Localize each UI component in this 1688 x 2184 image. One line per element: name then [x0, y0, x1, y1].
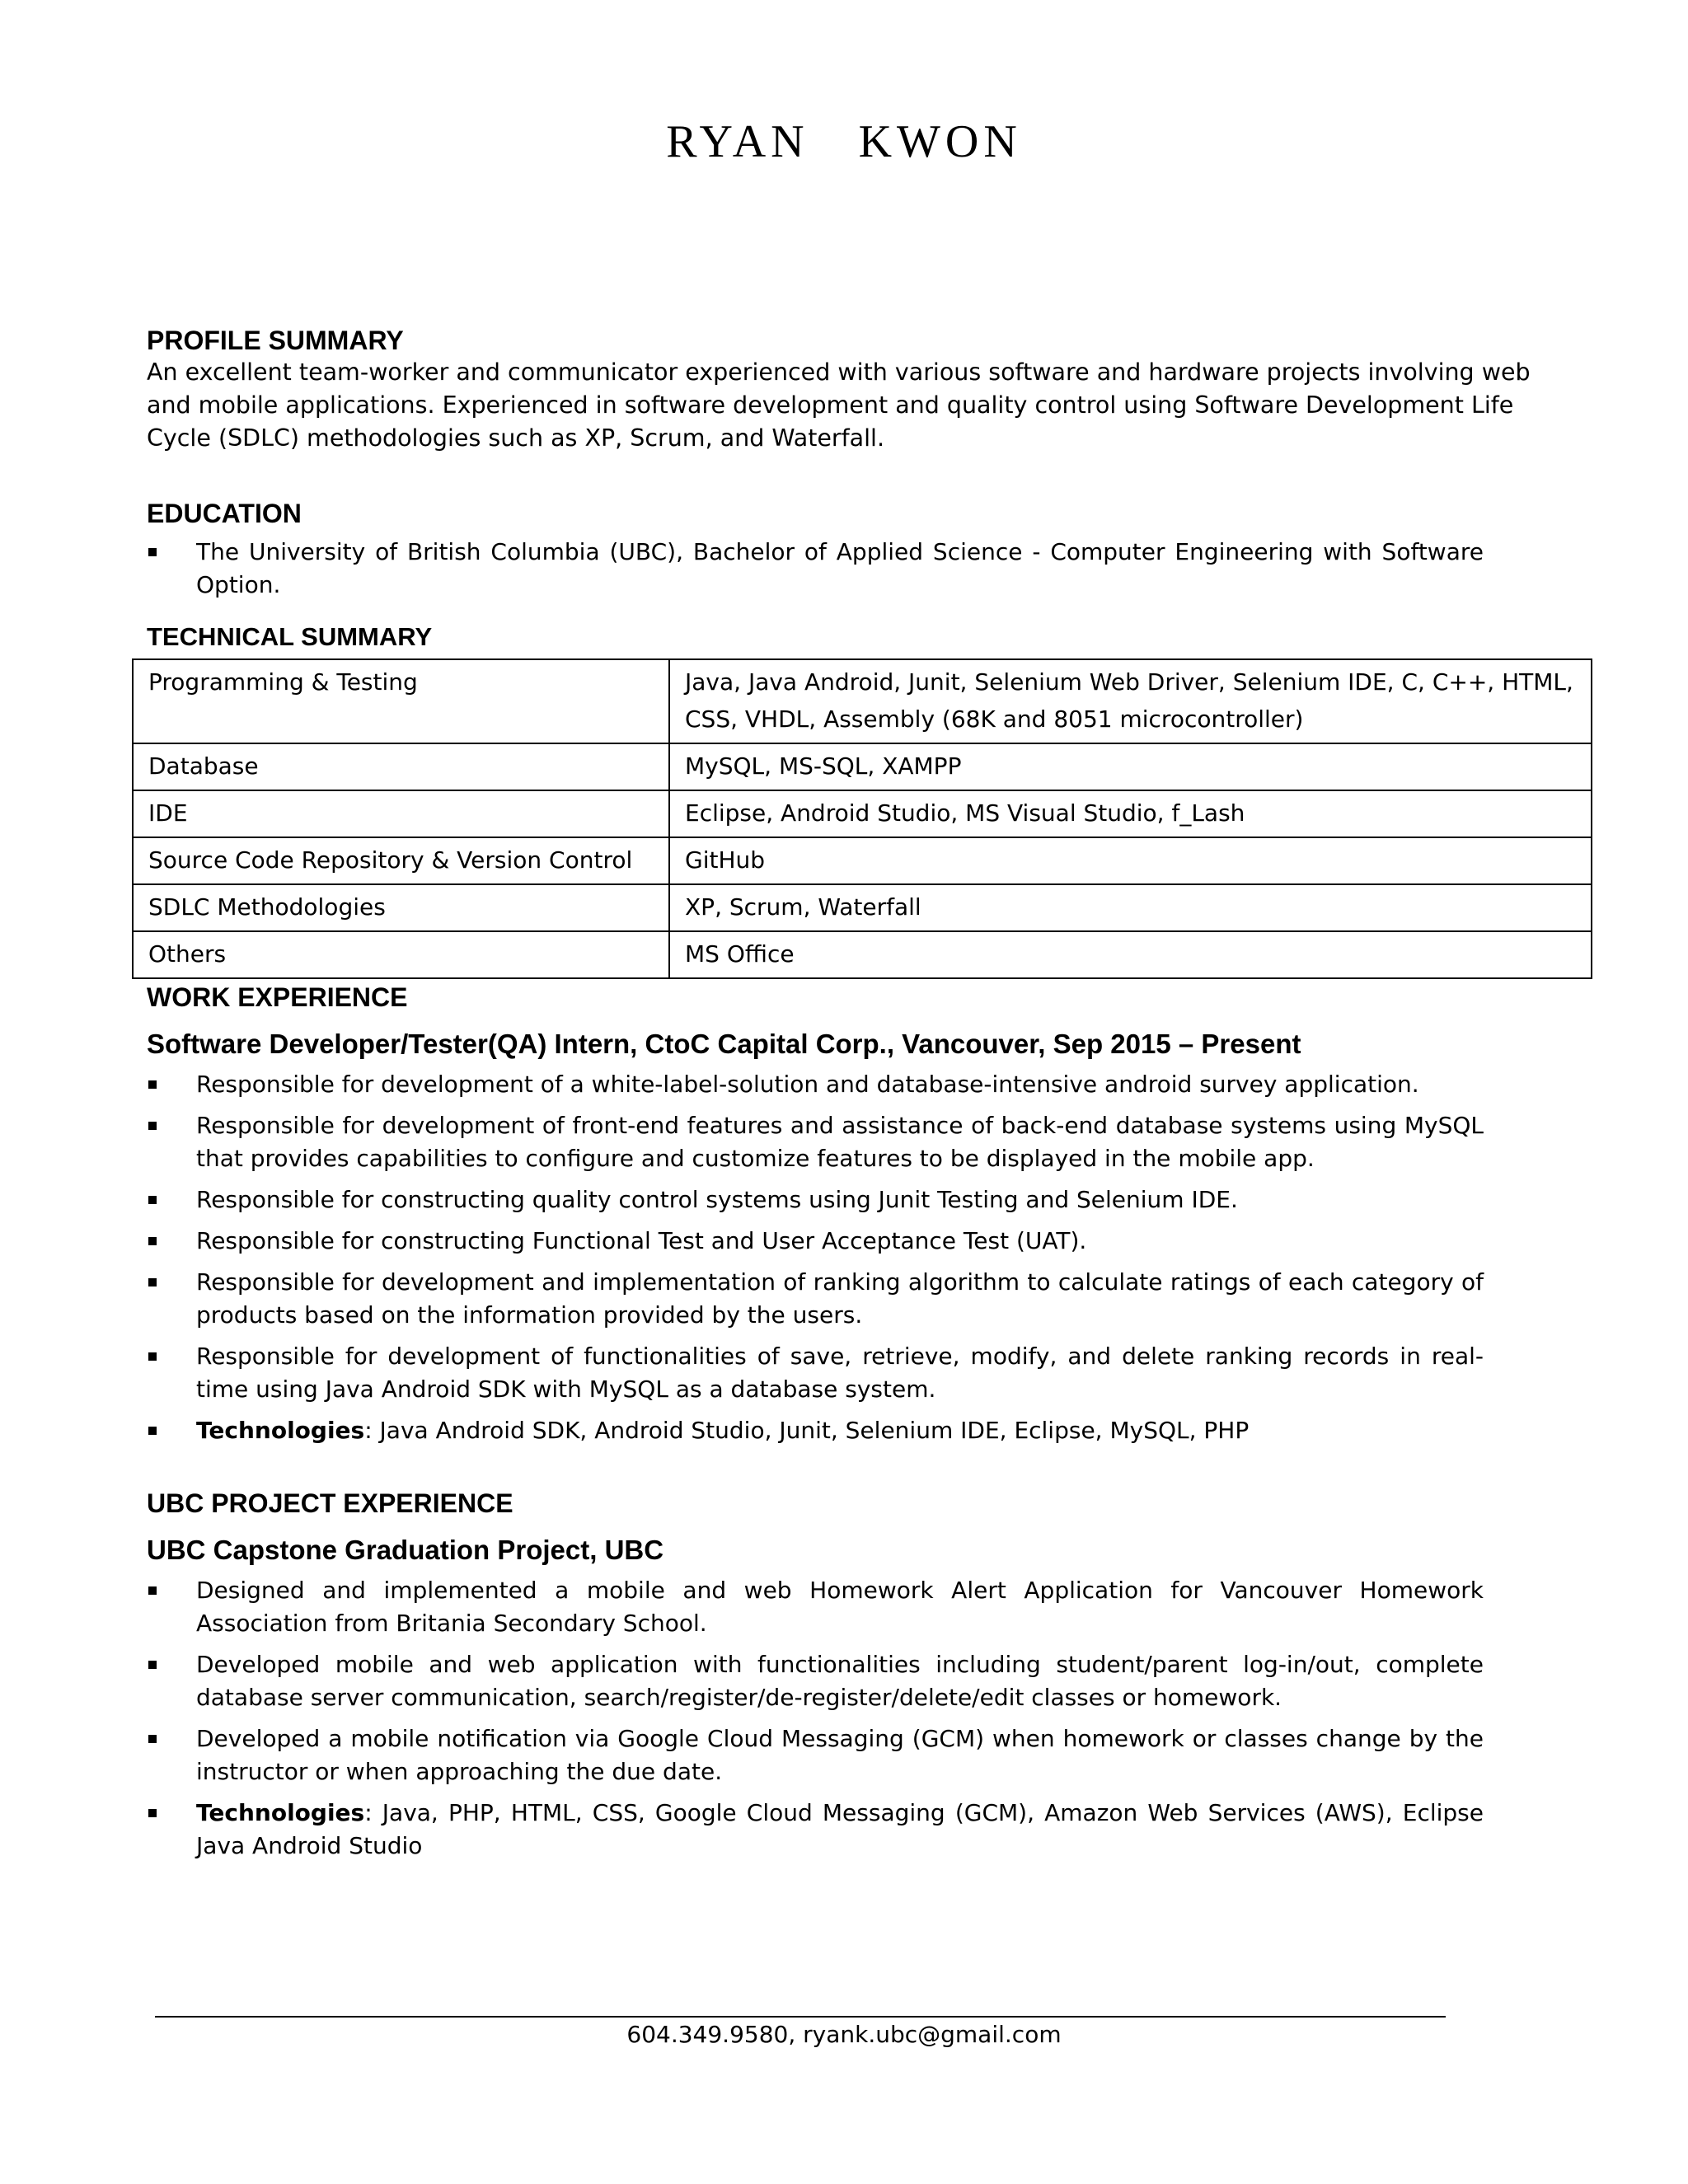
list-item: Responsible for development and implementation of ranking algorithm to calculate ratings of each category of products based on the information provided by the users.	[147, 1266, 1484, 1332]
list-item: Developed mobile and web application with functionalities including student/parent log-in/out, complete database server communication, search/register/de-register/delete/edit classes or homework.	[147, 1648, 1484, 1714]
list-item: Developed a mobile notification via Google Cloud Messaging (GCM) when homework or classes change by the instructor or when approaching the due date.	[147, 1722, 1484, 1788]
table-row	[133, 659, 1592, 743]
project-experience-heading: UBC PROJECT EXPERIENCE	[147, 1488, 513, 1518]
bullet-icon	[148, 1735, 157, 1743]
list-item: Responsible for constructing Functional Test and User Acceptance Test (UAT).	[147, 1225, 1484, 1258]
bullet-icon	[148, 548, 157, 556]
footer-divider	[155, 2016, 1446, 2018]
list-item: Technologies: Java Android SDK, Android Studio, Junit, Selenium IDE, Eclipse, MySQL, PHP	[147, 1414, 1484, 1447]
table-cell-key: IDE	[133, 790, 669, 837]
project-title: UBC Capstone Graduation Project, UBC	[147, 1535, 664, 1565]
table-cell-value: Eclipse, Android Studio, MS Visual Studio, f_Lash	[669, 790, 1592, 837]
table-row	[133, 743, 1592, 790]
list-item: Responsible for development of a white-label-solution and database-intensive android survey application.	[147, 1068, 1484, 1101]
table-cell-key: SDLC Methodologies	[133, 884, 669, 931]
bullet-icon	[148, 1586, 157, 1595]
education-list	[147, 536, 1484, 610]
bullet-icon	[148, 1661, 157, 1669]
table-cell-value: XP, Scrum, Waterfall	[669, 884, 1592, 931]
work-experience-list	[147, 1068, 1484, 1455]
list-item: Responsible for development of front-end features and assistance of back-end database systems using MySQL that provides capabilities to configure and customize features to be displayed in the mobile app.	[147, 1109, 1484, 1175]
table-row	[133, 790, 1592, 837]
work-experience-heading: WORK EXPERIENCE	[147, 982, 408, 1012]
bullet-icon	[148, 1196, 157, 1204]
resume-name: RYAN KWON	[666, 116, 1022, 167]
profile-summary-text: An excellent team-worker and communicator experienced with various software and hardware projects involving web and mobile applications. Experienced in software development and quality control using Software Development Life Cycle (SDLC) methodologies such as XP, Scrum, and Waterfall.	[147, 359, 1531, 452]
technical-summary-table	[132, 658, 1592, 979]
table-cell-value: Java, Java Android, Junit, Selenium Web Driver, Selenium IDE, C, C++, HTML, CSS, VHDL, Assembly (68K and 8051 microcontroller)	[669, 659, 1592, 743]
bullet-icon	[148, 1809, 157, 1817]
bullet-icon	[148, 1352, 157, 1361]
table-cell-value: MySQL, MS-SQL, XAMPP	[669, 743, 1592, 790]
list-item: Responsible for development of functionalities of save, retrieve, modify, and delete ranking records in real-time using Java Android SDK with MySQL as a database system.	[147, 1340, 1484, 1406]
bullet-icon	[148, 1122, 157, 1130]
bullet-icon	[148, 1080, 157, 1089]
profile-summary-heading: PROFILE SUMMARY	[147, 326, 404, 355]
technologies-label: Technologies	[196, 1417, 365, 1444]
table-row	[133, 837, 1592, 884]
contact-info: 604.349.9580, ryank.ubc@gmail.com	[626, 2021, 1062, 2048]
project-experience-list	[147, 1574, 1484, 1871]
technologies-label: Technologies	[196, 1799, 365, 1826]
technical-summary-heading: TECHNICAL SUMMARY	[147, 622, 433, 651]
job-title: Software Developer/Tester(QA) Intern, CtoC Capital Corp., Vancouver, Sep 2015 – Present	[147, 1029, 1301, 1059]
table-cell-value: MS Office	[669, 931, 1592, 978]
list-item: Responsible for constructing quality control systems using Junit Testing and Selenium IDE.	[147, 1183, 1484, 1216]
table-row	[133, 884, 1592, 931]
table-cell-key: Others	[133, 931, 669, 978]
table-row	[133, 931, 1592, 978]
education-heading: EDUCATION	[147, 499, 302, 528]
education-item: The University of British Columbia (UBC), Bachelor of Applied Science - Computer Engineering with Software Option.	[147, 536, 1484, 602]
bullet-icon	[148, 1278, 157, 1286]
table-cell-key: Database	[133, 743, 669, 790]
table-cell-key: Programming & Testing	[133, 659, 669, 743]
table-cell-value: GitHub	[669, 837, 1592, 884]
bullet-icon	[148, 1237, 157, 1245]
list-item: Designed and implemented a mobile and web Homework Alert Application for Vancouver Homework Association from Britania Secondary School.	[147, 1574, 1484, 1640]
table-cell-key: Source Code Repository & Version Control	[133, 837, 669, 884]
bullet-icon	[148, 1427, 157, 1435]
list-item: Technologies: Java, PHP, HTML, CSS, Google Cloud Messaging (GCM), Amazon Web Services (AWS), Eclipse Java Android Studio	[147, 1797, 1484, 1863]
